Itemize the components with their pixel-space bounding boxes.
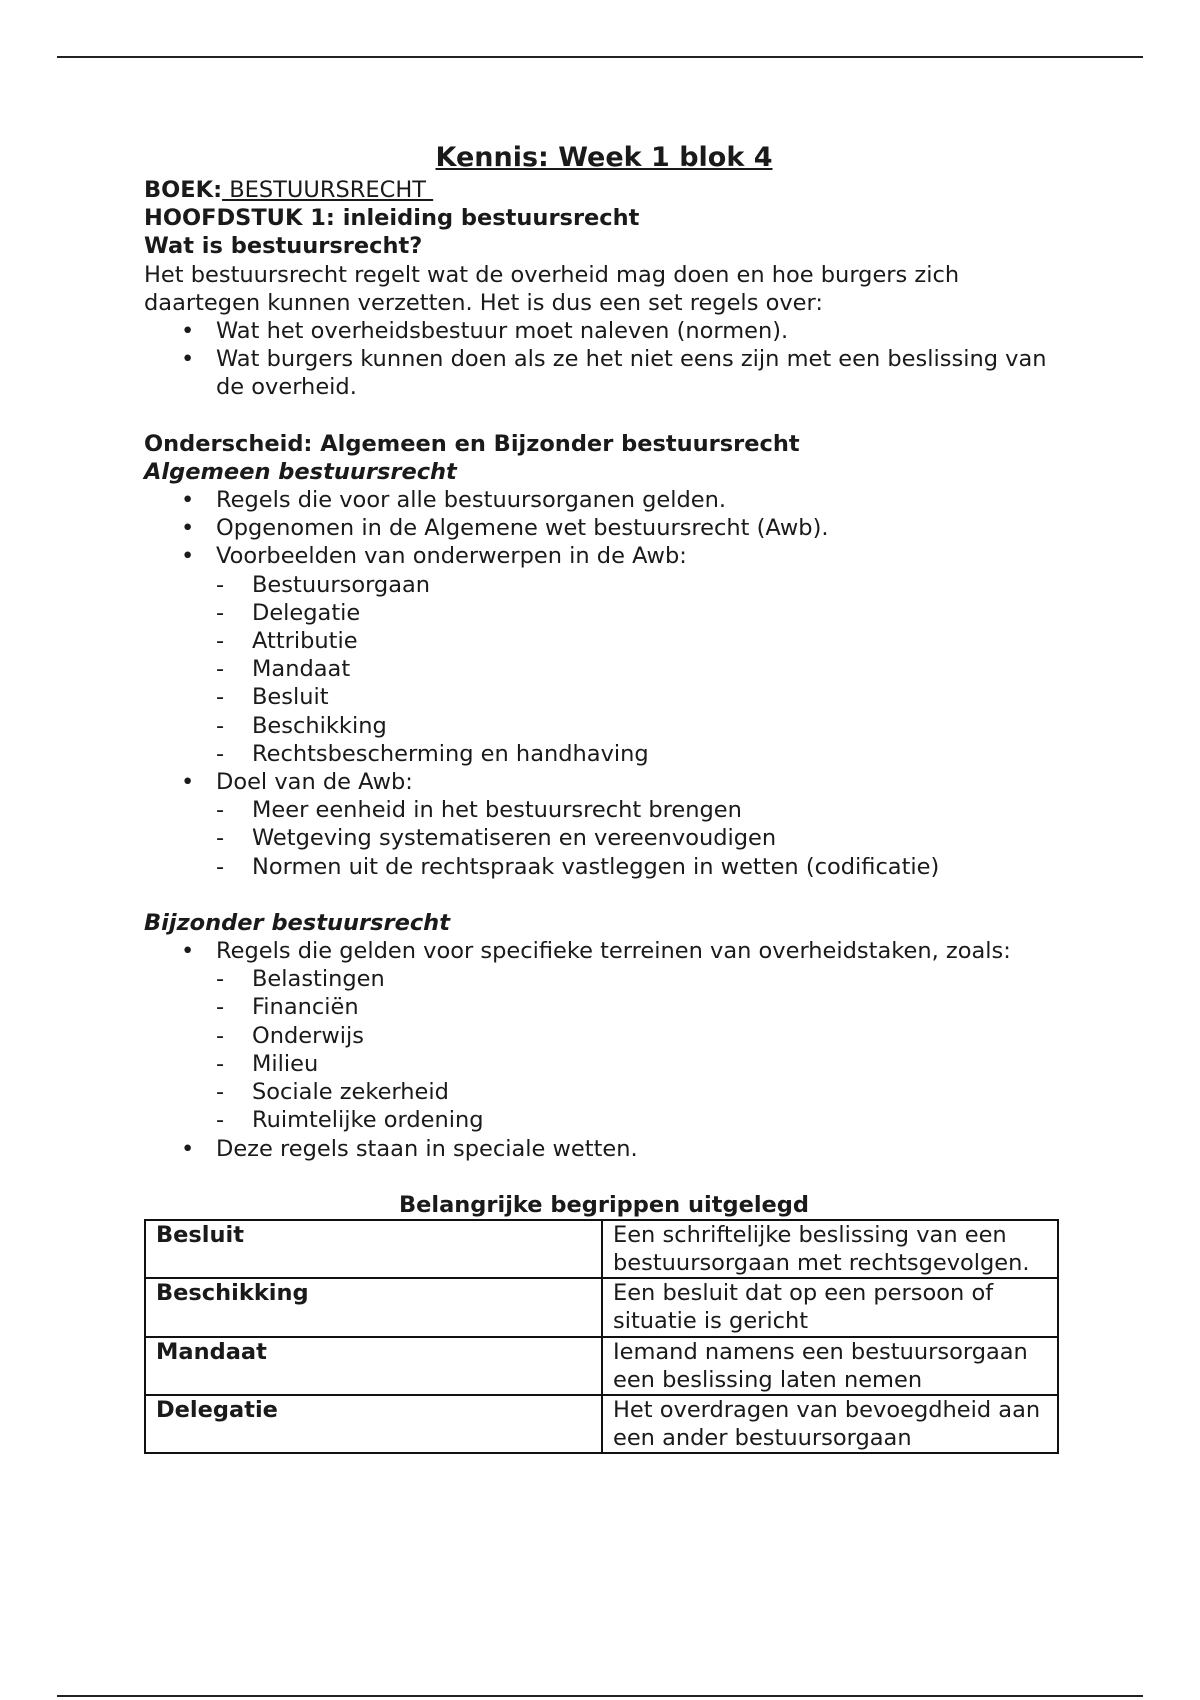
- list-item: • Wat het overheidsbestuur moet naleven (normen).: [144, 317, 1064, 345]
- dash-item: - Beschikking: [216, 712, 1064, 740]
- dash-item: - Sociale zekerheid: [216, 1078, 1064, 1106]
- table-term: Delegatie: [145, 1395, 602, 1453]
- list-item: • Doel van de Awb:: [144, 768, 1064, 796]
- table-title: Belangrijke begrippen uitgelegd: [398, 1191, 810, 1218]
- header-rule: [57, 56, 1143, 58]
- awb-topics-list: [144, 571, 1064, 768]
- dash-item: - Milieu: [216, 1050, 1064, 1078]
- list-item: • Voorbeelden van onderwerpen in de Awb:: [144, 542, 1064, 570]
- book-value: BESTUURSRECHT: [222, 177, 434, 203]
- subsection-heading-algemeen: Algemeen bestuursrecht: [144, 458, 457, 485]
- section-heading: Onderscheid: Algemeen en Bijzonder bestuursrecht: [144, 430, 800, 457]
- list-item: • Opgenomen in de Algemene wet bestuursrecht (Awb).: [144, 514, 1064, 542]
- book-label: BOEK:: [144, 177, 223, 203]
- table-row: [145, 1220, 1058, 1278]
- dash-item: - Meer eenheid in het bestuursrecht brengen: [216, 796, 1064, 824]
- dash-item: - Delegatie: [216, 599, 1064, 627]
- table-row: [145, 1278, 1058, 1336]
- dash-item: - Bestuursorgaan: [216, 571, 1064, 599]
- document-page: [144, 140, 1064, 1454]
- table-term: Beschikking: [145, 1278, 602, 1336]
- table-row: [145, 1337, 1058, 1395]
- bijzonder-list: [144, 937, 1064, 965]
- table-definition: Een schriftelijke beslissing van een bestuursorgaan met rechtsgevolgen.: [602, 1220, 1058, 1278]
- intro-list: [144, 317, 1064, 402]
- intro-paragraph: Het bestuursrecht regelt wat de overheid mag doen en hoe burgers zich daartegen kunnen verzetten. Het is dus een set regels over:: [144, 261, 960, 316]
- dash-item: - Wetgeving systematiseren en vereenvoudigen: [216, 824, 1064, 852]
- table-row: [145, 1395, 1058, 1453]
- dash-item: - Normen uit de rechtspraak vastleggen in wetten (codificatie): [216, 853, 1064, 881]
- concepts-table: [144, 1219, 1059, 1455]
- list-item: • Deze regels staan in speciale wetten.: [144, 1135, 1064, 1163]
- bijzonder-list-2: [144, 1135, 1064, 1163]
- list-item: • Wat burgers kunnen doen als ze het niet eens zijn met een beslissing van de overheid.: [144, 345, 1064, 401]
- dash-item: - Mandaat: [216, 655, 1064, 683]
- dash-item: - Besluit: [216, 683, 1064, 711]
- dash-item: - Belastingen: [216, 965, 1064, 993]
- table-definition: Het overdragen van bevoegdheid aan een ander bestuursorgaan: [602, 1395, 1058, 1453]
- document-title: Kennis: Week 1 blok 4: [435, 142, 773, 173]
- table-term: Besluit: [145, 1220, 602, 1278]
- list-item: • Regels die gelden voor specifieke terreinen van overheidstaken, zoals:: [144, 937, 1064, 965]
- dash-item: - Rechtsbescherming en handhaving: [216, 740, 1064, 768]
- table-definition: Een besluit dat op een persoon of situatie is gericht: [602, 1278, 1058, 1336]
- bijzonder-topics-list: [144, 965, 1064, 1134]
- chapter-heading: HOOFDSTUK 1: inleiding bestuursrecht: [144, 205, 640, 232]
- table-definition: Iemand namens een bestuursorgaan een beslissing laten nemen: [602, 1337, 1058, 1395]
- book-line: [144, 176, 1064, 204]
- dash-item: - Onderwijs: [216, 1022, 1064, 1050]
- dash-item: - Attributie: [216, 627, 1064, 655]
- question-heading: Wat is bestuursrecht?: [144, 233, 423, 260]
- list-item: • Regels die voor alle bestuursorganen gelden.: [144, 486, 1064, 514]
- algemeen-list: [144, 486, 1064, 571]
- awb-goal-items: [144, 796, 1064, 881]
- footer-rule: [57, 1695, 1143, 1697]
- table-term: Mandaat: [145, 1337, 602, 1395]
- dash-item: - Ruimtelijke ordening: [216, 1106, 1064, 1134]
- awb-goal-list: [144, 768, 1064, 796]
- dash-item: - Financiën: [216, 993, 1064, 1021]
- subsection-heading-bijzonder: Bijzonder bestuursrecht: [144, 909, 450, 936]
